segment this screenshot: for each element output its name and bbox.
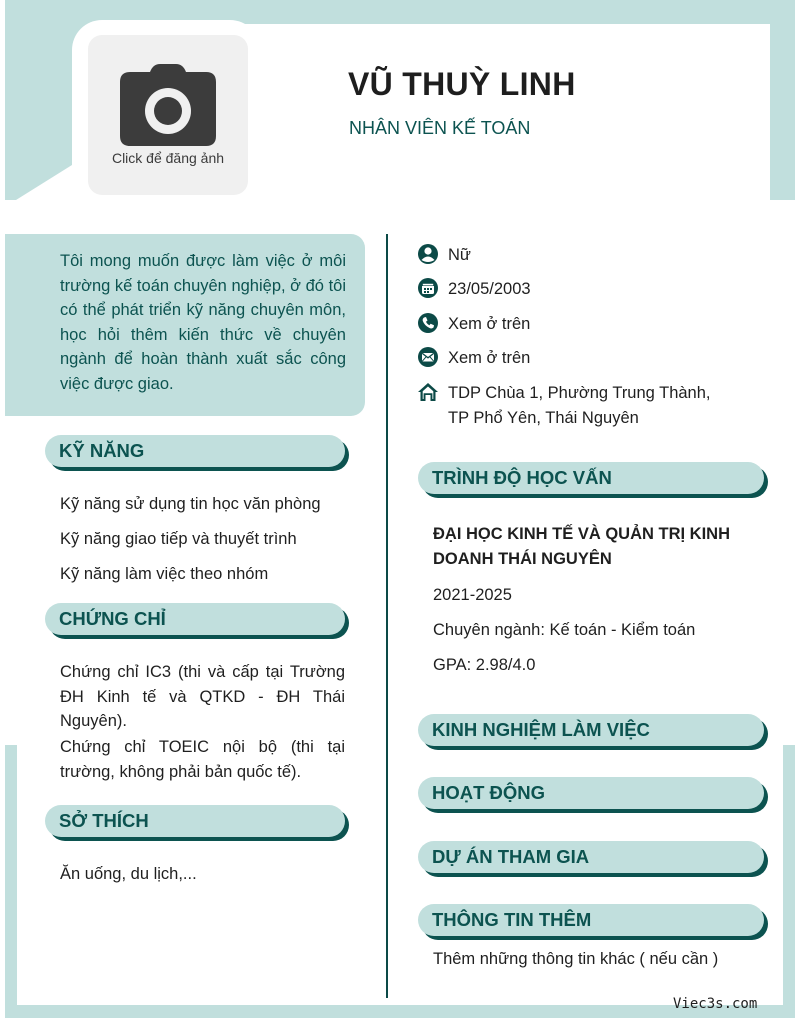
contact-phone bbox=[417, 312, 530, 337]
education-title: TRÌNH ĐỘ HỌC VẤN bbox=[432, 467, 612, 488]
home-icon bbox=[417, 381, 439, 403]
objective-panel bbox=[5, 234, 365, 416]
person-icon bbox=[417, 243, 439, 265]
gender-value: Nữ bbox=[448, 246, 471, 264]
certificate-item-1: Chứng chỉ IC3 (thi và cấp tại Trường ĐH Kinh tế và QTKD - ĐH Thái Nguyên). bbox=[60, 663, 345, 730]
certificates-title: CHỨNG CHỈ bbox=[59, 608, 166, 629]
contact-gender bbox=[417, 243, 471, 268]
projects-title: DỰ ÁN THAM GIA bbox=[432, 846, 590, 867]
contact-email bbox=[417, 346, 530, 371]
column-divider bbox=[386, 234, 388, 998]
address-line-1: TDP Chùa 1, Phường Trung Thành, bbox=[448, 384, 711, 402]
phone-value: Xem ở trên bbox=[448, 315, 531, 333]
photo-upload[interactable] bbox=[88, 35, 248, 195]
calendar-icon bbox=[417, 277, 439, 299]
experience-header bbox=[418, 714, 764, 746]
objective-text: Tôi mong muốn được làm việc ở môi trường kế toán chuyên nghiệp, ở đó tôi có thể phát triển kỹ năng chuyên môn, học hỏi thêm kiến thức về chuyên ngành để hoàn thành xuất sắc công việc được giao. bbox=[60, 252, 346, 393]
skills-title: KỸ NĂNG bbox=[59, 440, 145, 461]
hobbies-text: Ăn uống, du lịch,... bbox=[60, 865, 197, 883]
certificate-item-2: Chứng chỉ TOEIC nội bộ (thi tại trường, không phải bản quốc tế). bbox=[60, 738, 345, 781]
more-info-title: THÔNG TIN THÊM bbox=[432, 909, 592, 930]
birthday-value: 23/05/2003 bbox=[448, 280, 531, 298]
skill-item: Kỹ năng làm việc theo nhóm bbox=[60, 565, 269, 583]
contact-address bbox=[417, 381, 711, 431]
education-major: Chuyên ngành: Kế toán - Kiểm toán bbox=[433, 621, 696, 639]
skill-item: Kỹ năng sử dụng tin học văn phòng bbox=[60, 495, 321, 513]
education-header bbox=[418, 462, 764, 494]
email-value: Xem ở trên bbox=[448, 349, 531, 367]
education-gpa: GPA: 2.98/4.0 bbox=[433, 656, 536, 674]
address-line-2: TP Phổ Yên, Thái Nguyên bbox=[448, 409, 639, 427]
job-title: NHÂN VIÊN KẾ TOÁN bbox=[349, 118, 531, 138]
envelope-icon bbox=[417, 346, 439, 368]
school-name: ĐẠI HỌC KINH TẾ VÀ QUẢN TRỊ KINH DOANH THÁI NGUYÊN bbox=[433, 525, 730, 568]
certificates-header bbox=[45, 603, 345, 635]
watermark: Viec3s.com bbox=[673, 996, 758, 1012]
hobbies-header bbox=[45, 805, 345, 837]
camera-icon bbox=[120, 64, 216, 146]
contact-birthday bbox=[417, 277, 531, 302]
more-info-text: Thêm những thông tin khác ( nếu cần ) bbox=[433, 950, 719, 968]
candidate-name: VŨ THUỲ LINH bbox=[348, 66, 576, 102]
photo-caption: Click để đăng ảnh bbox=[111, 150, 225, 166]
activities-title: HOẠT ĐỘNG bbox=[432, 782, 546, 803]
hobbies-title: SỞ THÍCH bbox=[59, 810, 149, 831]
projects-header bbox=[418, 841, 764, 873]
education-years: 2021-2025 bbox=[433, 586, 512, 604]
activities-header bbox=[418, 777, 764, 809]
more-info-header bbox=[418, 904, 764, 936]
experience-title: KINH NGHIỆM LÀM VIỆC bbox=[432, 719, 650, 740]
phone-icon bbox=[417, 312, 439, 334]
skills-header bbox=[45, 435, 345, 467]
skill-item: Kỹ năng giao tiếp và thuyết trình bbox=[60, 530, 297, 548]
